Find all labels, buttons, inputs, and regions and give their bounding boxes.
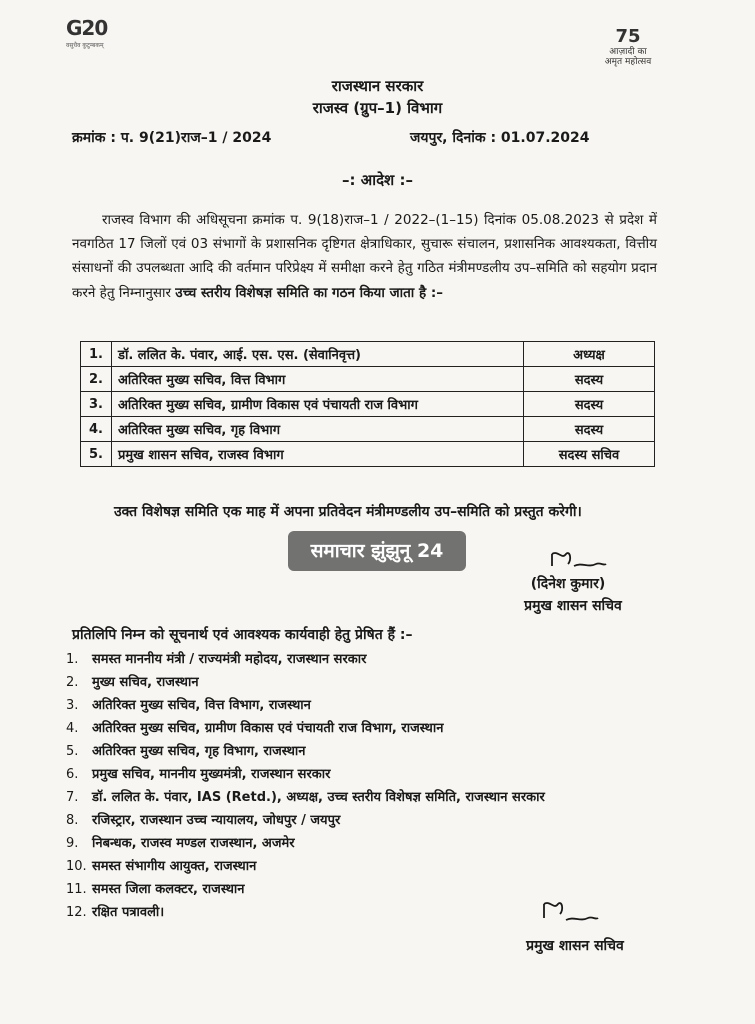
committee-table bbox=[80, 341, 655, 467]
copy-to-item bbox=[66, 694, 666, 717]
copy-to-item-number: 12. bbox=[66, 905, 87, 920]
committee-row-role: सदस्य bbox=[524, 417, 655, 442]
copy-to-item-number: 6. bbox=[66, 767, 79, 782]
committee-row-number: 3. bbox=[81, 392, 112, 417]
copy-to-item bbox=[66, 832, 666, 855]
copy-to-heading: प्रतिलिपि निम्न को सूचनार्थ एवं आवश्यक कार्यवाही हेतु प्रेषित हैं :– bbox=[72, 627, 413, 643]
copy-to-item-number: 3. bbox=[66, 698, 79, 713]
copy-to-item bbox=[66, 717, 666, 740]
copy-to-item bbox=[66, 809, 666, 832]
amrit-logo-line2: अमृत महोत्सव bbox=[604, 57, 652, 67]
copy-to-item-text: रक्षित पत्रावली। bbox=[92, 905, 165, 920]
watermark-badge: समाचार झुंझुनू 24 bbox=[288, 531, 466, 571]
committee-row-number: 5. bbox=[81, 442, 112, 467]
committee-row-member: अतिरिक्त मुख्य सचिव, ग्रामीण विकास एवं पंचायती राज विभाग bbox=[112, 392, 524, 417]
copy-to-item bbox=[66, 763, 666, 786]
copy-to-item-number: 10. bbox=[66, 859, 87, 874]
copy-to-item-text: अतिरिक्त मुख्य सचिव, ग्रामीण विकास एवं पंचायती राज विभाग, राजस्थान bbox=[92, 721, 444, 736]
copy-to-item-number: 7. bbox=[66, 790, 79, 805]
committee-row bbox=[81, 342, 655, 367]
g20-logo-text: G20 bbox=[66, 16, 108, 40]
submission-paragraph-text: उक्त विशेषज्ञ समिति एक माह में अपना प्रतिवेदन मंत्रीमण्डलीय उप–समिति को प्रस्तुत करेगी। bbox=[114, 504, 582, 520]
copy-to-list bbox=[66, 648, 666, 924]
committee-row-role: अध्यक्ष bbox=[524, 342, 655, 367]
copy-signatory-title: प्रमुख शासन सचिव bbox=[526, 938, 624, 954]
order-title: –: आदेश :– bbox=[342, 171, 413, 189]
copy-to-item-text: निबन्धक, राजस्व मण्डल राजस्थान, अजमेर bbox=[92, 836, 295, 851]
copy-to-item-number: 2. bbox=[66, 675, 79, 690]
committee-row-number: 4. bbox=[81, 417, 112, 442]
order-paragraph-text: राजस्व विभाग की अधिसूचना क्रमांक प. 9(18)राज–1 / 2022–(1–15) दिनांक 05.08.2023 से प्रदेश में नवगठित 17 जिलों एवं 03 संभागों के प्रशासनिक दृष्टिगत क्षेत्राधिकार, सुचारू संचालन, प्रशासनिक आवश्यकता, वित्तीय संसाधनों की उपलब्धता आदि की वर्तमान परिप्रेक्ष्य में समीक्षा करने हेतु गठित मंत्रीमण्डलीय उप–समिति को सहयोग प्रदान करने हेतु निम्नानुसार bbox=[72, 212, 657, 301]
copy-to-item-text: समस्त जिला कलक्टर, राजस्थान bbox=[92, 882, 245, 897]
copy-to-item-text: प्रमुख सचिव, माननीय मुख्यमंत्री, राजस्थान सरकार bbox=[92, 767, 331, 782]
copy-to-item-number: 5. bbox=[66, 744, 79, 759]
copy-to-item-number: 4. bbox=[66, 721, 79, 736]
submission-paragraph bbox=[72, 500, 657, 524]
signatory-name: (दिनेश कुमार) bbox=[530, 576, 606, 592]
copy-to-item-text: मुख्य सचिव, राजस्थान bbox=[92, 675, 199, 690]
signature-mark bbox=[548, 546, 608, 574]
copy-to-item bbox=[66, 671, 666, 694]
copy-to-item-text: समस्त संभागीय आयुक्त, राजस्थान bbox=[92, 859, 257, 874]
signature-mark-2 bbox=[540, 898, 600, 928]
order-paragraph-bold: उच्च स्तरीय विशेषज्ञ समिति का गठन किया जाता है :– bbox=[175, 284, 443, 301]
order-paragraph bbox=[72, 208, 657, 305]
copy-to-item bbox=[66, 786, 666, 809]
committee-row bbox=[81, 367, 655, 392]
amrit-logo-line1: आज़ादी का bbox=[609, 47, 647, 57]
committee-row bbox=[81, 442, 655, 467]
committee-row-member: अतिरिक्त मुख्य सचिव, गृह विभाग bbox=[112, 417, 524, 442]
copy-to-item bbox=[66, 740, 666, 763]
committee-row-member: अतिरिक्त मुख्य सचिव, वित्त विभाग bbox=[112, 367, 524, 392]
g20-logo-subtext: वसुधैव कुटुम्बकम् bbox=[66, 42, 104, 49]
reference-number: क्रमांक : प. 9(21)राज–1 / 2024 bbox=[72, 130, 272, 146]
amrit-logo-number: 75 bbox=[615, 26, 641, 47]
copy-to-item-number: 8. bbox=[66, 813, 79, 828]
azadi-amrit-mahotsav-logo bbox=[593, 26, 663, 72]
committee-row-role: सदस्य bbox=[524, 392, 655, 417]
header-department: राजस्व (ग्रुप–1) विभाग bbox=[312, 99, 443, 117]
copy-to-item bbox=[66, 855, 666, 878]
committee-row-role: सदस्य सचिव bbox=[524, 442, 655, 467]
copy-to-item-text: अतिरिक्त मुख्य सचिव, गृह विभाग, राजस्थान bbox=[92, 744, 306, 759]
committee-row-role: सदस्य bbox=[524, 367, 655, 392]
committee-row bbox=[81, 392, 655, 417]
copy-to-item-number: 11. bbox=[66, 882, 87, 897]
committee-row-member: डॉ. ललित के. पंवार, आई. एस. एस. (सेवानिवृत्त) bbox=[112, 342, 524, 367]
document-date: जयपुर, दिनांक : 01.07.2024 bbox=[410, 130, 590, 146]
g20-logo bbox=[66, 16, 146, 64]
committee-row-number: 1. bbox=[81, 342, 112, 367]
copy-to-item-text: डॉ. ललित के. पंवार, IAS (Retd.), अध्यक्ष, उच्च स्तरीय विशेषज्ञ समिति, राजस्थान सरकार bbox=[92, 790, 545, 805]
copy-to-item-number: 1. bbox=[66, 652, 79, 667]
copy-to-item-text: रजिस्ट्रार, राजस्थान उच्च न्यायालय, जोधपुर / जयपुर bbox=[92, 813, 341, 828]
copy-to-item bbox=[66, 648, 666, 671]
header-government: राजस्थान सरकार bbox=[331, 77, 424, 95]
committee-row bbox=[81, 417, 655, 442]
committee-row-member: प्रमुख शासन सचिव, राजस्व विभाग bbox=[112, 442, 524, 467]
signatory-title: प्रमुख शासन सचिव bbox=[524, 598, 622, 614]
committee-row-number: 2. bbox=[81, 367, 112, 392]
copy-to-item-number: 9. bbox=[66, 836, 79, 851]
copy-to-item-text: समस्त माननीय मंत्री / राज्यमंत्री महोदय, राजस्थान सरकार bbox=[92, 652, 367, 667]
copy-to-item-text: अतिरिक्त मुख्य सचिव, वित्त विभाग, राजस्थान bbox=[92, 698, 311, 713]
